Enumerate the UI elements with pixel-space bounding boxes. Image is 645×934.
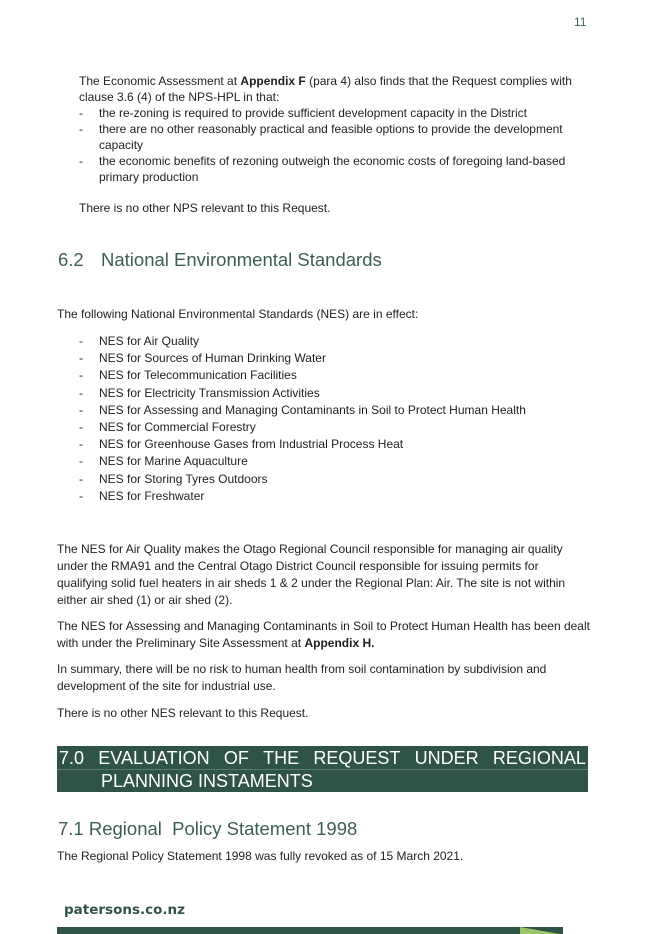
list-item bbox=[79, 105, 591, 121]
appendix-f-reference: Appendix F bbox=[240, 74, 306, 88]
paragraph-text: The Economic Assessment at bbox=[79, 74, 241, 88]
dash-bullet: - bbox=[79, 351, 83, 366]
heading-divider bbox=[57, 769, 588, 770]
list-item bbox=[79, 419, 599, 436]
list-item-text: the economic benefits of rezoning outweigh the economic costs of foregoing land-based primary production bbox=[99, 154, 566, 184]
section-title: Regional Policy Statement 1998 bbox=[88, 818, 358, 839]
dash-bullet: - bbox=[79, 420, 83, 435]
heading-word: THE bbox=[263, 748, 300, 768]
list-item bbox=[79, 488, 599, 505]
list-item bbox=[79, 453, 599, 470]
list-item bbox=[79, 153, 591, 185]
compliance-list bbox=[79, 105, 591, 185]
summary-paragraph: In summary, there will be no risk to human health from soil contamination by subdivision and development of the site for industrial use. bbox=[57, 662, 547, 693]
list-item-text: NES for Assessing and Managing Contaminants in Soil to Protect Human Health bbox=[99, 402, 526, 417]
section-heading-6-2 bbox=[58, 249, 382, 271]
nes-list bbox=[79, 333, 599, 505]
list-item-text: NES for Marine Aquaculture bbox=[99, 454, 248, 469]
appendix-h-reference: Appendix H. bbox=[304, 636, 375, 650]
soil-contaminants-paragraph bbox=[57, 618, 590, 652]
heading-word: OF bbox=[223, 748, 249, 768]
section-number: 7.0 bbox=[59, 748, 85, 768]
paragraph-text: The NES for Assessing and Managing Contaminants in Soil to Protect Human Health has been dealt with under the Preliminary Site Assessment at bbox=[57, 619, 590, 650]
nes-lead-paragraph: The following National Environmental Standards (NES) are in effect: bbox=[57, 307, 419, 321]
list-item bbox=[79, 121, 591, 153]
section-title: National Environmental Standards bbox=[101, 249, 382, 270]
no-other-nes-paragraph: There is no other NES relevant to this Request. bbox=[57, 706, 309, 720]
section-heading-7-1 bbox=[58, 818, 357, 840]
list-item-text: NES for Storing Tyres Outdoors bbox=[99, 471, 268, 486]
list-item bbox=[79, 333, 599, 350]
footer-bar bbox=[57, 927, 563, 934]
list-item-text: NES for Commercial Forestry bbox=[99, 420, 256, 435]
section-number: 7.1 bbox=[58, 818, 84, 839]
air-quality-paragraph: The NES for Air Quality makes the Otago Regional Council responsible for managing air quality under the RMA91 and the Central Otago District Council responsible for issuing permits for qualifying solid fuel heaters in air sheds 1 & 2 under the Regional Plan: Air. The site is not within either air shed (1) or air shed (2). bbox=[57, 542, 566, 607]
heading-word: REGIONAL bbox=[492, 748, 586, 768]
rps-revoked-paragraph: The Regional Policy Statement 1998 was fully revoked as of 15 March 2021. bbox=[57, 849, 464, 863]
dash-bullet: - bbox=[79, 437, 83, 452]
list-item bbox=[79, 436, 599, 453]
list-item-text: NES for Air Quality bbox=[99, 334, 200, 348]
paragraph-text: (para 4) also finds that the Request complies with clause 3.6 (4) of the NPS-HPL in that: bbox=[79, 74, 572, 104]
dash-bullet: - bbox=[79, 334, 83, 348]
footer-brand-logo: patersons.co.nz bbox=[64, 902, 185, 918]
section-number: 6.2 bbox=[58, 249, 84, 270]
page-number: 11 bbox=[574, 15, 587, 29]
dash-bullet: - bbox=[79, 402, 83, 417]
list-item-text: NES for Electricity Transmission Activities bbox=[99, 385, 320, 400]
heading-word: UNDER bbox=[414, 748, 479, 768]
dash-bullet: - bbox=[79, 454, 83, 469]
dash-bullet: - bbox=[79, 471, 83, 486]
list-item-text: the re-zoning is required to provide sufficient development capacity in the District bbox=[99, 106, 527, 120]
list-item bbox=[79, 471, 599, 488]
list-item bbox=[79, 385, 599, 402]
section-heading-7-0 bbox=[57, 746, 588, 792]
section-heading-line-1 bbox=[59, 748, 586, 769]
dash-bullet: - bbox=[79, 122, 83, 136]
list-item-text: NES for Freshwater bbox=[99, 488, 205, 503]
heading-word: EVALUATION bbox=[98, 748, 210, 768]
list-item-text: there are no other reasonably practical and feasible options to provide the development capacity bbox=[99, 122, 563, 152]
list-item bbox=[79, 367, 599, 384]
list-item bbox=[79, 350, 599, 367]
no-other-nps-paragraph: There is no other NPS relevant to this Request. bbox=[79, 201, 331, 215]
dash-bullet: - bbox=[79, 385, 83, 400]
heading-word: REQUEST bbox=[313, 748, 401, 768]
dash-bullet: - bbox=[79, 488, 83, 503]
dash-bullet: - bbox=[79, 106, 83, 120]
dash-bullet: - bbox=[79, 368, 83, 383]
list-item bbox=[79, 402, 599, 419]
list-item-text: NES for Greenhouse Gases from Industrial Process Heat bbox=[99, 437, 404, 452]
list-item-text: NES for Telecommunication Facilities bbox=[99, 368, 297, 383]
economic-assessment-paragraph bbox=[79, 73, 591, 105]
section-heading-line-2: PLANNING INSTAMENTS bbox=[101, 771, 313, 791]
list-item-text: NES for Sources of Human Drinking Water bbox=[99, 351, 326, 366]
dash-bullet: - bbox=[79, 154, 83, 168]
